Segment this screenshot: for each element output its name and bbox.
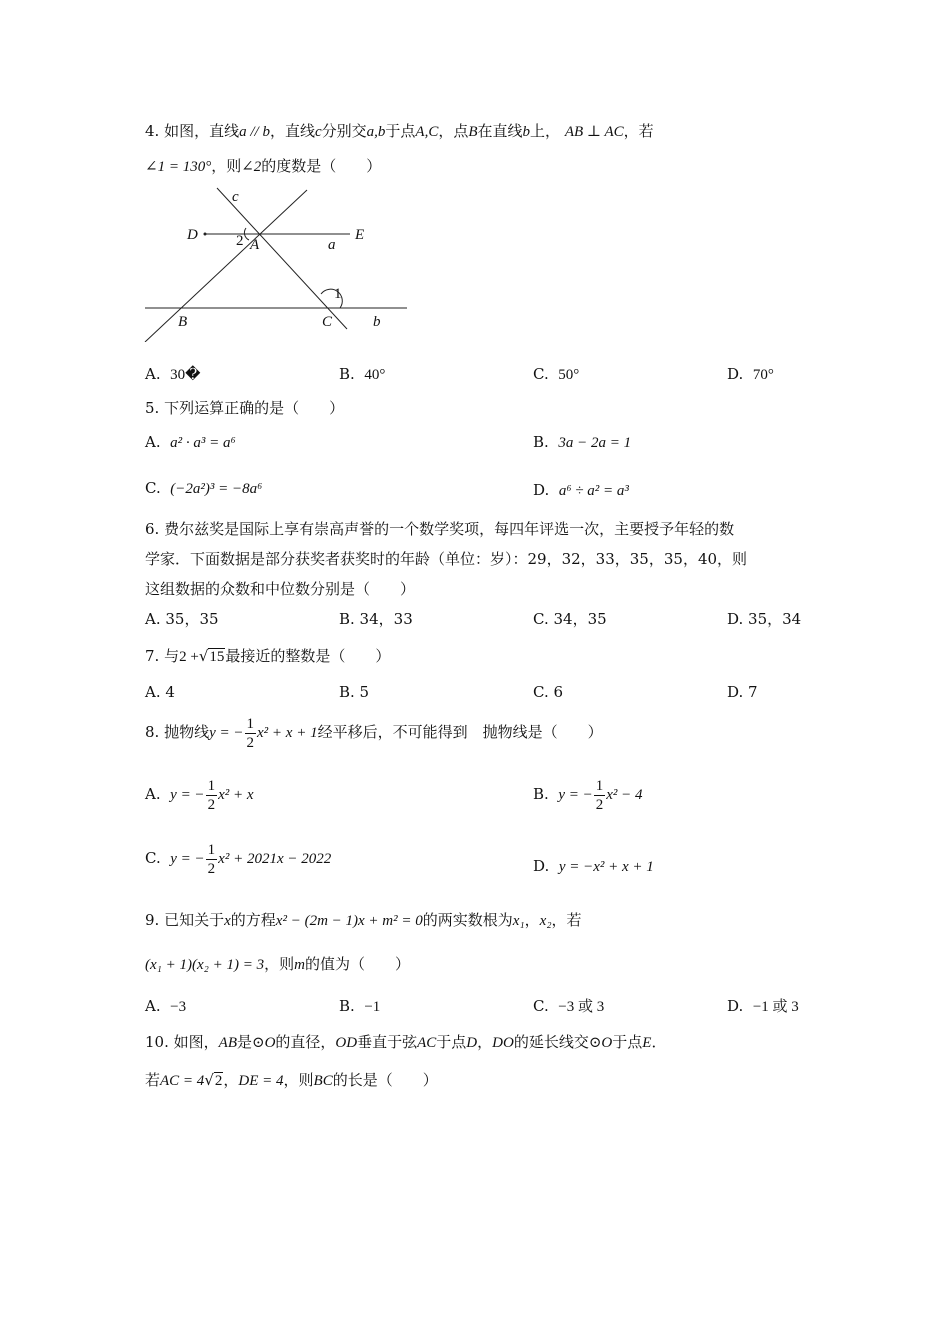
label-d: D — [187, 227, 198, 243]
label-e: E — [355, 227, 365, 243]
q8-option-a[interactable]: A. y = − $\frac{1}{2}$ x² + x — [145, 777, 254, 813]
q8-stem: 8. 抛物线y = − $\frac{1}{2}$ x² + x + 1经平移后，不可能得到 抛物线是（ ） — [145, 715, 603, 751]
q6-option-c[interactable]: C. 34，35 — [533, 610, 607, 628]
point-d-dot — [204, 233, 207, 236]
q9-line1: 9. 已知关于x的方程x² − (2m − 1)x + m² = 0的两实数根为x₁，x₂，若 — [145, 911, 582, 929]
q9-option-a[interactable]: A. −3 — [145, 997, 187, 1015]
q4-line2: ∠1 = 130°，则∠2的度数是（ ） — [145, 157, 382, 175]
q9-option-b[interactable]: B. −1 — [339, 997, 381, 1015]
label-2: 2 — [236, 233, 244, 249]
q5-option-c[interactable]: C. (−2a²)³ = −8a⁶ — [145, 479, 263, 497]
q9-option-d[interactable]: D. −1 或 3 — [727, 997, 799, 1015]
q5-stem: 5. 下列运算正确的是（ ） — [145, 399, 345, 417]
q8-option-b[interactable]: B. y = − $\frac{1}{2}$ x² − 4 — [533, 777, 643, 813]
q7-stem: 7. 与2 +√15最接近的整数是（ ） — [145, 647, 391, 665]
label-a-point: A — [250, 237, 260, 253]
q7-option-d[interactable]: D. 7 — [727, 683, 758, 701]
label-a-line: a — [328, 237, 336, 253]
q4-option-b[interactable]: B. 40° — [339, 365, 386, 383]
q6-line3: 这组数据的众数和中位数分别是（ ） — [145, 580, 416, 598]
q4-option-d[interactable]: D. 70° — [727, 365, 774, 383]
label-b-line: b — [373, 314, 381, 330]
q8-option-d[interactable]: D. y = −x² + x + 1 — [533, 857, 654, 875]
q9-option-c[interactable]: C. −3 或 3 — [533, 997, 605, 1015]
label-c: c — [232, 189, 239, 205]
question-number: 8. — [145, 723, 160, 741]
q5-option-a[interactable]: A. a² · a³ = a⁶ — [145, 433, 236, 451]
q7-option-b[interactable]: B. 5 — [339, 683, 370, 701]
q7-option-a[interactable]: A. 4 — [145, 683, 175, 701]
question-number: 5. — [145, 399, 160, 417]
question-number: 9. — [145, 911, 160, 929]
label-b-point: B — [178, 314, 188, 330]
question-number: 10. — [145, 1033, 169, 1051]
q10-line2: 若AC = 4√2，DE = 4，则BC的长是（ ） — [145, 1071, 438, 1089]
q4-option-a[interactable]: A. 30� — [145, 365, 201, 383]
q5-option-d[interactable]: D. a⁶ ÷ a² = a³ — [533, 481, 629, 499]
question-number: 4. — [145, 122, 160, 140]
q8-option-c[interactable]: C. y = − $\frac{1}{2}$ x² + 2021x − 2022 — [145, 841, 332, 877]
question-number: 7. — [145, 647, 160, 665]
q4-option-c[interactable]: C. 50° — [533, 365, 580, 383]
q6-line2: 学家．下面数据是部分获奖者获奖时的年龄（单位：岁）：29，32，33，35，35，40，则 — [145, 550, 748, 568]
q6-option-b[interactable]: B. 34，33 — [339, 610, 413, 628]
q4-line1: 4. 如图，直线a // b，直线c分别交a,b于点A,C，点B在直线b上， AB ⊥ AC，若 — [145, 122, 654, 140]
q6-option-d[interactable]: D. 35，34 — [727, 610, 802, 628]
label-1: 1 — [334, 286, 342, 302]
q4-figure — [135, 182, 415, 342]
q6-line1: 6. 费尔兹奖是国际上享有崇高声誉的一个数学奖项，每四年评选一次，主要授予年轻的数 — [145, 520, 735, 538]
line-ab — [145, 190, 307, 342]
q5-option-b[interactable]: B. 3a − 2a = 1 — [533, 433, 632, 451]
q10-line1: 10. 如图，AB是⊙O的直径，OD垂直于弦AC于点D，DO的延长线交⊙O于点E． — [145, 1033, 667, 1051]
label-c-point: C — [322, 314, 333, 330]
q9-line2: (x₁ + 1)(x₂ + 1) = 3，则m的值为（ ） — [145, 955, 410, 973]
q7-option-c[interactable]: C. 6 — [533, 683, 564, 701]
q6-option-a[interactable]: A. 35，35 — [145, 610, 219, 628]
